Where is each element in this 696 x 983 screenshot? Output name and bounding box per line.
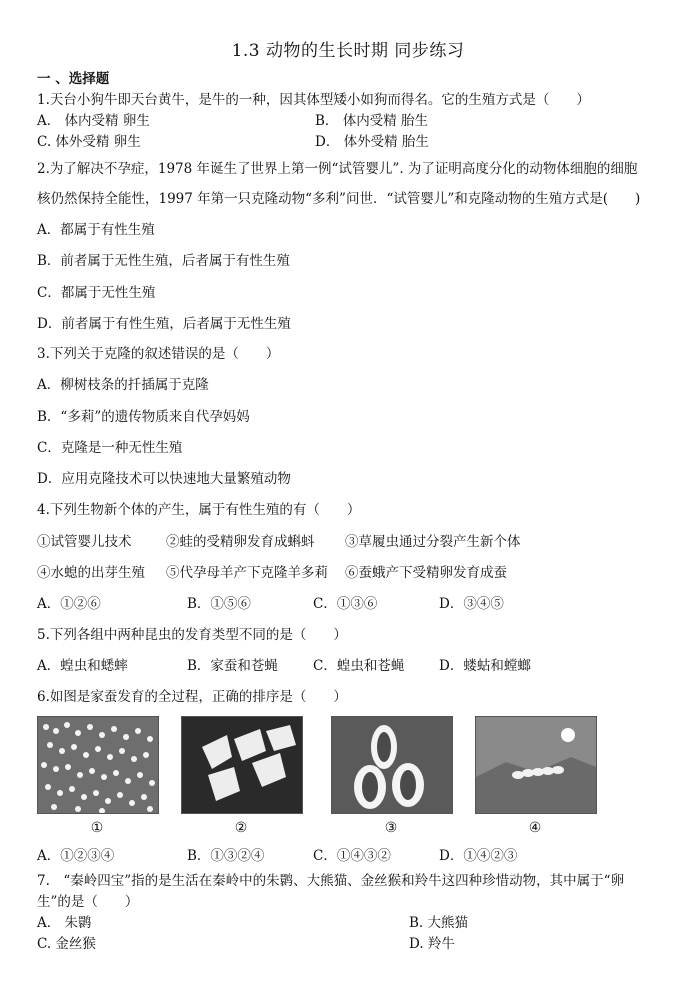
question-4-option-c[interactable]: C．①③⑥ (313, 596, 378, 612)
question-6-option-c[interactable]: C．①④③② (313, 848, 391, 864)
question-2-option-b[interactable]: B．前者属于无性生殖，后者属于有性生殖 (37, 253, 290, 269)
question-2-stem-line-1: 2.为了解决不孕症，1978 年诞生了世界上第一例“试管婴儿”. 为了证明高度分化的动物体细胞的细胞 (37, 161, 638, 177)
question-4-item-4: ④水螅的出芽生殖 (37, 565, 145, 581)
question-5-option-a[interactable]: A．蝗虫和蟋蟀 (37, 658, 128, 674)
question-1-option-a[interactable]: A． 体内受精 卵生 (37, 113, 150, 129)
question-3-option-a[interactable]: A．柳树枝条的扦插属于克隆 (37, 377, 209, 393)
photo-caption-1: ① (90, 820, 104, 836)
question-7-stem-line-2: 生”的是（ ） (37, 894, 139, 910)
section-heading: 一 、选择题 (37, 71, 110, 87)
question-4-stem: 4.下列生物新个体的产生，属于有性生殖的有（ ） (37, 502, 361, 518)
question-3-stem: 3.下列关于克隆的叙述错误的是（ ） (37, 346, 280, 362)
question-7-option-b[interactable]: B. 大熊猫 (409, 915, 469, 931)
question-6-option-d[interactable]: D．①④②③ (439, 848, 518, 864)
question-1-option-d[interactable]: D． 体外受精 胎生 (315, 134, 429, 150)
question-4-item-2: ②蛙的受精卵发育成蝌蚪 (166, 534, 315, 550)
question-5-stem: 5.下列各组中两种昆虫的发育类型不同的是（ ） (37, 627, 347, 643)
question-7-option-a[interactable]: A． 朱鹮 (37, 915, 92, 931)
question-3-option-b[interactable]: B．“多莉”的遗传物质来自代孕妈妈 (37, 409, 250, 425)
question-6-option-b[interactable]: B．①③②④ (187, 848, 265, 864)
page-title: 1.3 动物的生长时期 同步练习 (231, 41, 465, 61)
silkworm-moths-photo (181, 716, 303, 814)
photo-caption-2: ② (234, 820, 248, 836)
question-2-option-c[interactable]: C．都属于无性生殖 (37, 285, 156, 301)
question-1-stem: 1.天台小狗牛即天台黄牛，是牛的一种，因其体型矮小如狗而得名。它的生殖方式是（ ） (37, 92, 590, 108)
question-7-option-c[interactable]: C. 金丝猴 (37, 936, 96, 952)
question-6-option-a[interactable]: A．①②③④ (37, 848, 115, 864)
photo-caption-3: ③ (384, 820, 398, 836)
silkworm-pupae-photo (331, 716, 453, 814)
silkworm-eggs-photo (37, 716, 159, 814)
question-4-option-a[interactable]: A．①②⑥ (37, 596, 101, 612)
question-2-stem-line-2: 核仍然保持全能性，1997 年第一只克隆动物“多利”问世．“试管婴儿”和克隆动物的生殖方式是( ) (37, 191, 641, 207)
question-5-option-d[interactable]: D．蝼蛄和螳螂 (439, 658, 531, 674)
question-5-option-c[interactable]: C．蝗虫和苍蝇 (313, 658, 405, 674)
question-3-option-d[interactable]: D．应用克隆技术可以快速地大量繁殖动物 (37, 471, 291, 487)
question-4-item-5: ⑤代孕母羊产下克隆羊多莉 (166, 565, 328, 581)
question-7-stem-line-1: 7. “秦岭四宝”指的是生活在秦岭中的朱鹮、大熊猫、金丝猴和羚牛这四种珍惜动物，其中属于“卵 (37, 873, 625, 889)
question-2-option-d[interactable]: D．前者属于有性生殖，后者属于无性生殖 (37, 316, 291, 332)
photo-caption-4: ④ (528, 820, 542, 836)
question-4-item-3: ③草履虫通过分裂产生新个体 (345, 534, 521, 550)
question-1-option-b[interactable]: B． 体内受精 胎生 (315, 113, 429, 129)
question-6-stem: 6.如图是家蚕发育的全过程，正确的排序是（ ） (37, 689, 347, 705)
question-2-option-a[interactable]: A．都属于有性生殖 (37, 222, 155, 238)
question-4-option-d[interactable]: D．③④⑤ (439, 596, 504, 612)
question-1-option-c[interactable]: C. 体外受精 卵生 (37, 134, 141, 150)
question-4-item-1: ①试管婴儿技术 (37, 534, 132, 550)
question-4-item-6: ⑥蚕蛾产下受精卵发育成蚕 (345, 565, 507, 581)
question-4-option-b[interactable]: B．①⑤⑥ (187, 596, 251, 612)
question-3-option-c[interactable]: C．克隆是一种无性生殖 (37, 440, 183, 456)
question-5-option-b[interactable]: B．家蚕和苍蝇 (187, 658, 278, 674)
question-7-option-d[interactable]: D. 羚牛 (409, 936, 455, 952)
silkworm-larva-photo (475, 716, 597, 814)
